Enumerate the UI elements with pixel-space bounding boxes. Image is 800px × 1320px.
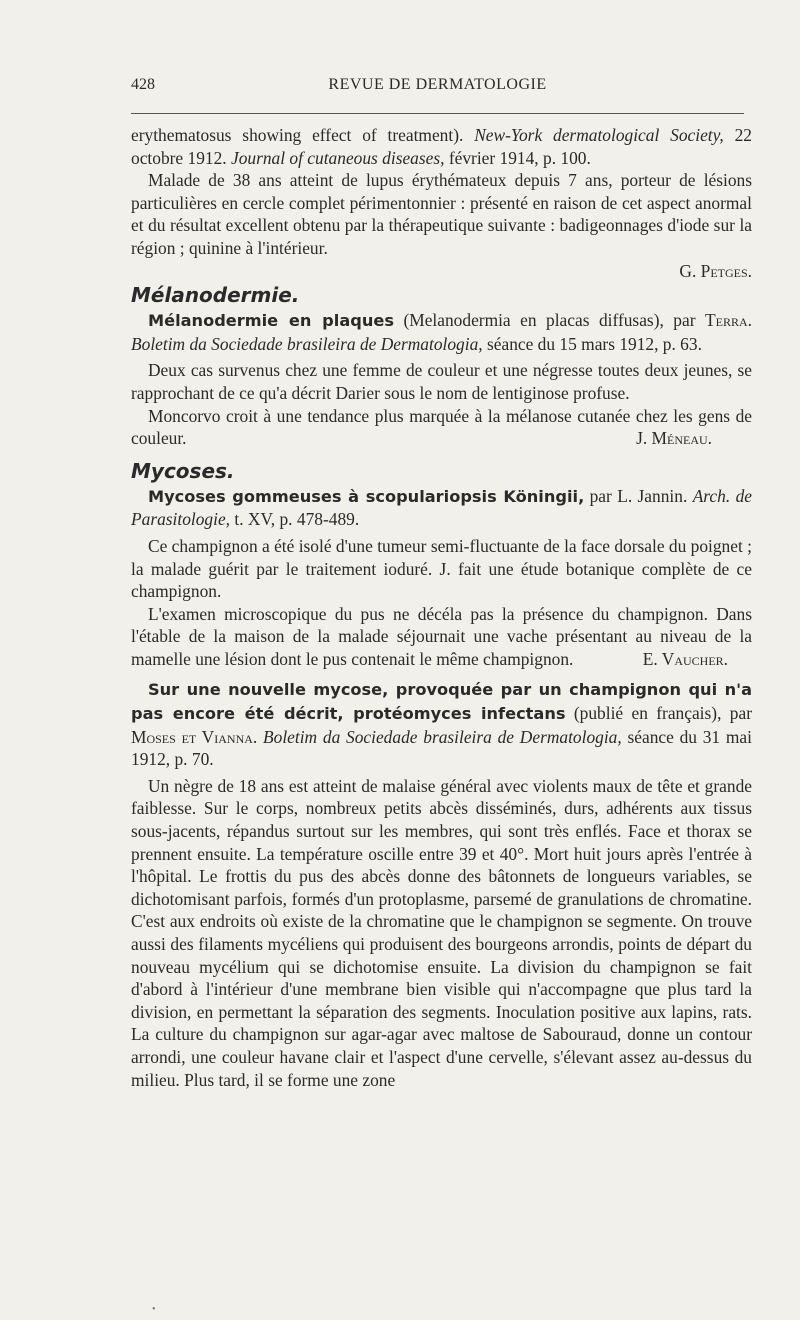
article-title-melanodermie: Mélanodermie en plaques (Melanodermia en placas diffusas), par Terra. Boletim da Sociedade brasileira de Dermatologia, séance du 15 mars 1912, p. 63.	[131, 310, 752, 354]
printer-mark: •	[152, 1304, 156, 1315]
abstract-scopulariopsis-1: Ce champignon a été isolé d'une tumeur semi-fluctuante de la face dorsale du poignet ; la malade guérit par le traitement ioduré. J. fait une étude botanique complète de ce champignon.	[131, 535, 752, 602]
running-head	[131, 76, 744, 100]
signature-row	[131, 427, 752, 450]
continued-reference: erythematosus showing effect of treatment). New-York dermatological Society, 22 octobre 1912. Journal of cutaneous diseases, février 1914, p. 100.	[131, 125, 752, 168]
running-title: REVUE DE DERMATOLOGIE	[328, 76, 547, 93]
abstract-melanodermie-1: Deux cas survenus chez une femme de couleur et une négresse toutes deux jeunes, se rapprochant de ce qu'a décrit Darier sous le nom de lentiginose profuse.	[131, 360, 752, 403]
section-heading-melanodermie: Mélanodermie.	[131, 283, 300, 308]
page-number: 428	[131, 76, 155, 93]
signature-meneau: J. Méneau.	[636, 428, 712, 449]
abstract-melanodermie-2: Moncorvo croit à une tendance plus marquée à la mélanose cutanée chez les gens de couleur.	[131, 405, 752, 449]
abstract-proteomyces: Un nègre de 18 ans est atteint de malaise général avec violents maux de tête et grande faiblesse. Sur le corps, nombreux petits abcès disséminés, durs, adhérents aux tissus sous-jacents, répandus surtout sur les membres, qui sont très enflés. Face et thorax se prennent ensuite. La température oscille entre 39 et 40°. Mort huit jours après l'entrée à l'hôpital. Le frottis du pus des abcès donne des bâtonnets de longueurs variables, se dichotomisant parfois, formés d'un protoplasme, parsemé de granulations de chromatine. C'est aux endroits où existe de la chromatine que le champignon se segmente. On trouve aussi des filaments mycéliens qui produisent des bourgeons arrondis, points de départ du nouveau mycélium qui se dichotomise ensuite. La division du champignon se fait d'abord à l'intérieur d'une membrane bien visible qui n'accompagne que plus tard la division, en permettant la séparation des segments. Inoculation positive aux lapins, rats. La culture du champignon sur agar-agar avec maltose de Sabouraud, donne un contour arrondi, une couleur havane clair et l'aspect d'une cervelle, s'élevant assez au-dessus du milieu. Plus tard, il se forme une zone	[131, 775, 752, 1090]
abstract-lupus: Malade de 38 ans atteint de lupus érythémateux depuis 7 ans, porteur de lésions particulières en cercle complet périmentonnier : présenté en raison de cet aspect anormal et du résultat excellent obtenu par la thérapeutique suivante : badigeonnages d'iode sur la région ; quinine à l'intérieur.	[131, 170, 752, 258]
signature-vaucher: E. Vaucher.	[642, 648, 728, 669]
signature-row	[131, 260, 752, 283]
article-title-proteomyces: Sur une nouvelle mycose, provoquée par un champignon qui n'a pas encore été décrit, protéomyces infectans (publié en français), par Moses et Vianna. Boletim da Sociedade brasileira de Dermatologia, séance du 31 mai 1912, p. 70.	[131, 680, 752, 770]
signature-petges: G. Petges.	[679, 260, 752, 281]
page-body	[131, 124, 752, 1091]
article-title-scopulariopsis: Mycoses gommeuses à scopulariopsis Köningii, par L. Jannin. Arch. de Parasitologie, t. XV, p. 478-489.	[131, 485, 752, 530]
abstract-scopulariopsis-2: L'examen microscopique du pus ne décéla pas la présence du champignon. Dans l'étable de la maison de la malade séjournait une vache présentant au niveau de la mamelle une lésion dont le pus contenait le même champignon.	[131, 603, 752, 669]
header-rule	[131, 113, 744, 114]
section-heading-mycoses: Mycoses.	[131, 458, 235, 483]
